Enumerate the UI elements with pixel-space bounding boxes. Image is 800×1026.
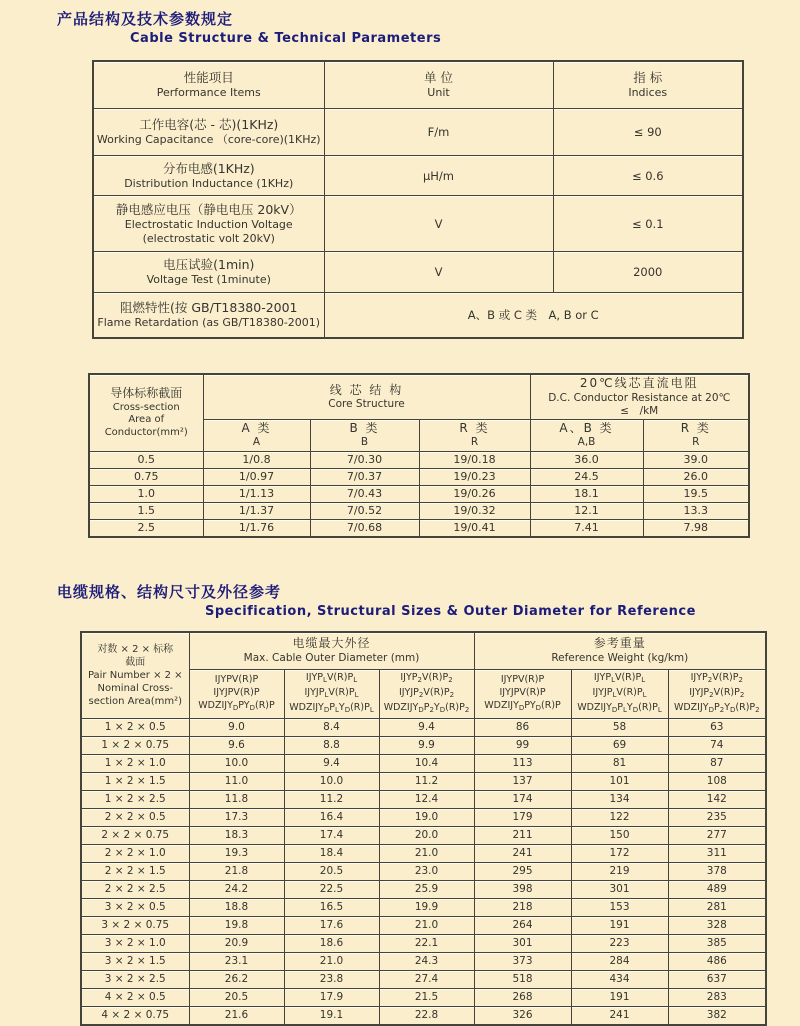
conductor-value-cell: 1/0.8 <box>203 451 310 468</box>
section2-title-en: Specification, Structural Sizes & Outer Diameter for Reference <box>205 603 696 619</box>
header-reference-weight-group: 参考重量 Reference Weight (kg/km) <box>474 632 766 670</box>
diameter-value-cell: 20.5 <box>284 862 379 880</box>
weight-value-cell: 172 <box>571 844 668 862</box>
weight-value-cell: 99 <box>474 736 571 754</box>
diameter-value-cell: 19.9 <box>379 898 474 916</box>
param-unit-cell: μH/m <box>324 156 553 196</box>
conductor-value-cell: 24.5 <box>530 468 643 485</box>
conductor-row <box>89 451 749 468</box>
param-row <box>93 252 743 293</box>
weight-value-cell: 122 <box>571 808 668 826</box>
diameter-value-cell: 17.6 <box>284 916 379 934</box>
pair-size-cell: 3 × 2 × 0.5 <box>81 898 189 916</box>
diameter-value-cell: 21.0 <box>379 916 474 934</box>
pair-size-cell: 4 × 2 × 0.75 <box>81 1006 189 1025</box>
conductor-value-cell: 12.1 <box>530 502 643 519</box>
weight-value-cell: 382 <box>668 1006 766 1025</box>
weight-value-cell: 295 <box>474 862 571 880</box>
section1-title-zh: 产品结构及技术参数规定 <box>57 10 234 28</box>
conductor-group-header-row <box>89 374 749 419</box>
pair-size-cell: 4 × 2 × 0.5 <box>81 988 189 1006</box>
header-max-diameter-group: 电缆最大外径 Max. Cable Outer Diameter (mm) <box>189 632 474 670</box>
pair-size-cell: 2 × 2 × 0.75 <box>81 826 189 844</box>
param-item-cell: 分布电感(1KHz) Distribution Inductance (1KHz) <box>93 156 324 196</box>
weight-value-cell: 241 <box>571 1006 668 1025</box>
param-row <box>93 109 743 156</box>
pair-size-cell: 3 × 2 × 0.75 <box>81 916 189 934</box>
conductor-value-cell: 39.0 <box>643 451 749 468</box>
pair-size-cell: 1 × 2 × 1.0 <box>81 754 189 772</box>
weight-value-cell: 153 <box>571 898 668 916</box>
conductor-row <box>89 468 749 485</box>
spec-row <box>81 826 766 844</box>
param-item-cell: 静电感应电压（静电电压 20kV） Electrostatic Induction Voltage (electrostatic volt 20kV) <box>93 196 324 252</box>
weight-value-cell: 241 <box>474 844 571 862</box>
weight-value-cell: 219 <box>571 862 668 880</box>
header-type-ijyp2v-diameter: $IJYP_2V(R)P_2$ $IJYJP_2V(R)P_2$ $WDZIJY_DP_2Y_D(R)P_2$ <box>379 669 474 718</box>
conductor-value-cell: 7.98 <box>643 519 749 537</box>
params-header-row <box>93 61 743 109</box>
weight-value-cell: 74 <box>668 736 766 754</box>
weight-value-cell: 311 <box>668 844 766 862</box>
param-unit-cell: F/m <box>324 109 553 156</box>
spec-row <box>81 880 766 898</box>
weight-value-cell: 301 <box>571 880 668 898</box>
weight-value-cell: 69 <box>571 736 668 754</box>
conductor-value-cell: 19/0.41 <box>419 519 530 537</box>
weight-value-cell: 284 <box>571 952 668 970</box>
diameter-value-cell: 8.8 <box>284 736 379 754</box>
header-class-a: A 类 A <box>203 419 310 451</box>
diameter-value-cell: 23.0 <box>379 862 474 880</box>
weight-value-cell: 87 <box>668 754 766 772</box>
conductor-row <box>89 485 749 502</box>
conductor-value-cell: 13.3 <box>643 502 749 519</box>
param-item-cell: 工作电容(芯 - 芯)(1KHz) Working Capacitance （core-core)(1KHz) <box>93 109 324 156</box>
spec-row <box>81 772 766 790</box>
weight-value-cell: 326 <box>474 1006 571 1025</box>
pair-size-cell: 1 × 2 × 2.5 <box>81 790 189 808</box>
diameter-value-cell: 20.9 <box>189 934 284 952</box>
conductor-value-cell: 36.0 <box>530 451 643 468</box>
diameter-value-cell: 21.5 <box>379 988 474 1006</box>
spec-row <box>81 934 766 952</box>
diameter-value-cell: 21.0 <box>284 952 379 970</box>
diameter-value-cell: 22.5 <box>284 880 379 898</box>
weight-value-cell: 277 <box>668 826 766 844</box>
weight-value-cell: 301 <box>474 934 571 952</box>
header-unit: 单 位 Unit <box>324 61 553 109</box>
weight-value-cell: 486 <box>668 952 766 970</box>
diameter-value-cell: 17.9 <box>284 988 379 1006</box>
param-item-cell: 电压试验(1min) Voltage Test (1minute) <box>93 252 324 293</box>
diameter-value-cell: 19.8 <box>189 916 284 934</box>
weight-value-cell: 218 <box>474 898 571 916</box>
performance-parameters-table <box>92 60 744 339</box>
weight-value-cell: 373 <box>474 952 571 970</box>
diameter-value-cell: 9.4 <box>284 754 379 772</box>
weight-value-cell: 113 <box>474 754 571 772</box>
weight-value-cell: 63 <box>668 718 766 736</box>
param-unit-cell: V <box>324 252 553 293</box>
conductor-value-cell: 1/1.37 <box>203 502 310 519</box>
diameter-value-cell: 23.1 <box>189 952 284 970</box>
diameter-value-cell: 21.6 <box>189 1006 284 1025</box>
weight-value-cell: 268 <box>474 988 571 1006</box>
param-index-cell: ≤ 0.1 <box>553 196 743 252</box>
weight-value-cell: 489 <box>668 880 766 898</box>
header-indices: 指 标 Indices <box>553 61 743 109</box>
conductor-value-cell: 19/0.18 <box>419 451 530 468</box>
conductor-value-cell: 19.5 <box>643 485 749 502</box>
diameter-value-cell: 8.4 <box>284 718 379 736</box>
diameter-value-cell: 11.0 <box>189 772 284 790</box>
conductor-value-cell: 7/0.52 <box>310 502 419 519</box>
header-class-r: R 类 R <box>419 419 530 451</box>
spec-row <box>81 754 766 772</box>
specification-sizes-table <box>80 631 767 1026</box>
weight-value-cell: 434 <box>571 970 668 988</box>
diameter-value-cell: 18.6 <box>284 934 379 952</box>
diameter-value-cell: 22.8 <box>379 1006 474 1025</box>
diameter-value-cell: 19.3 <box>189 844 284 862</box>
header-class-b: B 类 B <box>310 419 419 451</box>
diameter-value-cell: 10.4 <box>379 754 474 772</box>
diameter-value-cell: 23.8 <box>284 970 379 988</box>
pair-size-cell: 1 × 2 × 0.75 <box>81 736 189 754</box>
diameter-value-cell: 9.9 <box>379 736 474 754</box>
diameter-value-cell: 9.4 <box>379 718 474 736</box>
spec-group-header-row <box>81 632 766 670</box>
section2-title-zh: 电缆规格、结构尺寸及外径参考 <box>57 582 282 601</box>
diameter-value-cell: 19.0 <box>379 808 474 826</box>
header-dc-resistance-group: 20℃线芯直流电阻 D.C. Conductor Resistance at 20℃ ≤ /kM <box>530 374 749 419</box>
weight-value-cell: 223 <box>571 934 668 952</box>
diameter-value-cell: 11.2 <box>379 772 474 790</box>
param-index-cell: 2000 <box>553 252 743 293</box>
weight-value-cell: 179 <box>474 808 571 826</box>
conductor-value-cell: 7/0.30 <box>310 451 419 468</box>
diameter-value-cell: 12.4 <box>379 790 474 808</box>
spec-row <box>81 736 766 754</box>
weight-value-cell: 283 <box>668 988 766 1006</box>
pair-size-cell: 2 × 2 × 1.5 <box>81 862 189 880</box>
conductor-value-cell: 7.41 <box>530 519 643 537</box>
cross-section-cell: 1.0 <box>89 485 203 502</box>
diameter-value-cell: 16.4 <box>284 808 379 826</box>
spec-row <box>81 952 766 970</box>
weight-value-cell: 134 <box>571 790 668 808</box>
param-index-cell: ≤ 0.6 <box>553 156 743 196</box>
weight-value-cell: 81 <box>571 754 668 772</box>
weight-value-cell: 281 <box>668 898 766 916</box>
diameter-value-cell: 11.8 <box>189 790 284 808</box>
diameter-value-cell: 17.3 <box>189 808 284 826</box>
weight-value-cell: 150 <box>571 826 668 844</box>
spec-row <box>81 970 766 988</box>
header-type-ijypv-weight: IJYPV(R)P IJYJPV(R)P $WDZIJY_DPY_D(R)P$ <box>474 669 571 718</box>
conductor-value-cell: 19/0.32 <box>419 502 530 519</box>
pair-size-cell: 2 × 2 × 2.5 <box>81 880 189 898</box>
diameter-value-cell: 16.5 <box>284 898 379 916</box>
diameter-value-cell: 11.2 <box>284 790 379 808</box>
diameter-value-cell: 21.0 <box>379 844 474 862</box>
section1-title-en: Cable Structure & Technical Parameters <box>130 31 442 46</box>
weight-value-cell: 328 <box>668 916 766 934</box>
conductor-value-cell: 7/0.43 <box>310 485 419 502</box>
spec-row <box>81 988 766 1006</box>
conductor-value-cell: 7/0.37 <box>310 468 419 485</box>
conductor-value-cell: 1/1.13 <box>203 485 310 502</box>
pair-size-cell: 1 × 2 × 0.5 <box>81 718 189 736</box>
weight-value-cell: 191 <box>571 916 668 934</box>
param-row <box>93 156 743 196</box>
header-type-ijyplv-weight: $IJYP_LV(R)P_L$ $IJYJP_LV(R)P_L$ $WDZIJY_DP_LY_D(R)P_L$ <box>571 669 668 718</box>
conductor-value-cell: 18.1 <box>530 485 643 502</box>
header-core-structure-group: 线 芯 结 构 Core Structure <box>203 374 530 419</box>
conductor-value-cell: 26.0 <box>643 468 749 485</box>
pair-size-cell: 3 × 2 × 1.0 <box>81 934 189 952</box>
header-cross-section: 导体标称截面 Cross-section Area of Conductor(mm²) <box>89 374 203 451</box>
conductor-value-cell: 7/0.68 <box>310 519 419 537</box>
diameter-value-cell: 24.2 <box>189 880 284 898</box>
diameter-value-cell: 19.1 <box>284 1006 379 1025</box>
diameter-value-cell: 17.4 <box>284 826 379 844</box>
spec-row <box>81 862 766 880</box>
conductor-structure-table <box>88 373 750 538</box>
weight-value-cell: 235 <box>668 808 766 826</box>
header-resistance-ab: A、B 类 A,B <box>530 419 643 451</box>
diameter-value-cell: 9.6 <box>189 736 284 754</box>
conductor-value-cell: 19/0.26 <box>419 485 530 502</box>
diameter-value-cell: 18.8 <box>189 898 284 916</box>
weight-value-cell: 108 <box>668 772 766 790</box>
weight-value-cell: 86 <box>474 718 571 736</box>
param-row <box>93 196 743 252</box>
diameter-value-cell: 18.4 <box>284 844 379 862</box>
diameter-value-cell: 24.3 <box>379 952 474 970</box>
diameter-value-cell: 10.0 <box>284 772 379 790</box>
weight-value-cell: 137 <box>474 772 571 790</box>
weight-value-cell: 264 <box>474 916 571 934</box>
weight-value-cell: 637 <box>668 970 766 988</box>
weight-value-cell: 174 <box>474 790 571 808</box>
weight-value-cell: 58 <box>571 718 668 736</box>
conductor-value-cell: 1/0.97 <box>203 468 310 485</box>
param-unit-cell: V <box>324 196 553 252</box>
weight-value-cell: 518 <box>474 970 571 988</box>
spec-row <box>81 898 766 916</box>
conductor-value-cell: 19/0.23 <box>419 468 530 485</box>
weight-value-cell: 378 <box>668 862 766 880</box>
pair-size-cell: 3 × 2 × 1.5 <box>81 952 189 970</box>
header-resistance-r: R 类 R <box>643 419 749 451</box>
diameter-value-cell: 21.8 <box>189 862 284 880</box>
cross-section-cell: 0.75 <box>89 468 203 485</box>
weight-value-cell: 398 <box>474 880 571 898</box>
diameter-value-cell: 27.4 <box>379 970 474 988</box>
pair-size-cell: 1 × 2 × 1.5 <box>81 772 189 790</box>
spec-row <box>81 1006 766 1025</box>
param-row <box>93 293 743 339</box>
cross-section-cell: 1.5 <box>89 502 203 519</box>
conductor-row <box>89 502 749 519</box>
param-item-cell: 阻燃特性(按 GB/T18380-2001 Flame Retardation (as GB/T18380-2001) <box>93 293 324 339</box>
param-index-cell: ≤ 90 <box>553 109 743 156</box>
spec-row <box>81 808 766 826</box>
diameter-value-cell: 10.0 <box>189 754 284 772</box>
weight-value-cell: 211 <box>474 826 571 844</box>
pair-size-cell: 2 × 2 × 1.0 <box>81 844 189 862</box>
param-merged-value-cell: A、B 或 C 类 A, B or C <box>324 293 743 339</box>
weight-value-cell: 101 <box>571 772 668 790</box>
header-type-ijyp2v-weight: $IJYP_2V(R)P_2$ $IJYJP_2V(R)P_2$ $WDZIJY_DP_2Y_D(R)P_2$ <box>668 669 766 718</box>
conductor-value-cell: 1/1.76 <box>203 519 310 537</box>
pair-size-cell: 2 × 2 × 0.5 <box>81 808 189 826</box>
spec-row <box>81 844 766 862</box>
spec-row <box>81 718 766 736</box>
spec-row <box>81 916 766 934</box>
cross-section-cell: 0.5 <box>89 451 203 468</box>
diameter-value-cell: 18.3 <box>189 826 284 844</box>
weight-value-cell: 191 <box>571 988 668 1006</box>
spec-row <box>81 790 766 808</box>
diameter-value-cell: 20.5 <box>189 988 284 1006</box>
cross-section-cell: 2.5 <box>89 519 203 537</box>
header-performance-items: 性能项目 Performance Items <box>93 61 324 109</box>
diameter-value-cell: 22.1 <box>379 934 474 952</box>
diameter-value-cell: 20.0 <box>379 826 474 844</box>
weight-value-cell: 385 <box>668 934 766 952</box>
diameter-value-cell: 26.2 <box>189 970 284 988</box>
conductor-row <box>89 519 749 537</box>
diameter-value-cell: 9.0 <box>189 718 284 736</box>
pair-size-cell: 3 × 2 × 2.5 <box>81 970 189 988</box>
header-type-ijyplv-diameter: $IJYP_LV(R)P_L$ $IJYJP_LV(R)P_L$ $WDZIJY_DP_LY_D(R)P_L$ <box>284 669 379 718</box>
header-type-ijypv-diameter: IJYPV(R)P IJYJPV(R)P $WDZIJY_DPY_D(R)P$ <box>189 669 284 718</box>
diameter-value-cell: 25.9 <box>379 880 474 898</box>
header-pair-number: 对数 × 2 × 标称 截面 Pair Number × 2 × Nominal Cross- section Area(mm²) <box>81 632 189 719</box>
weight-value-cell: 142 <box>668 790 766 808</box>
